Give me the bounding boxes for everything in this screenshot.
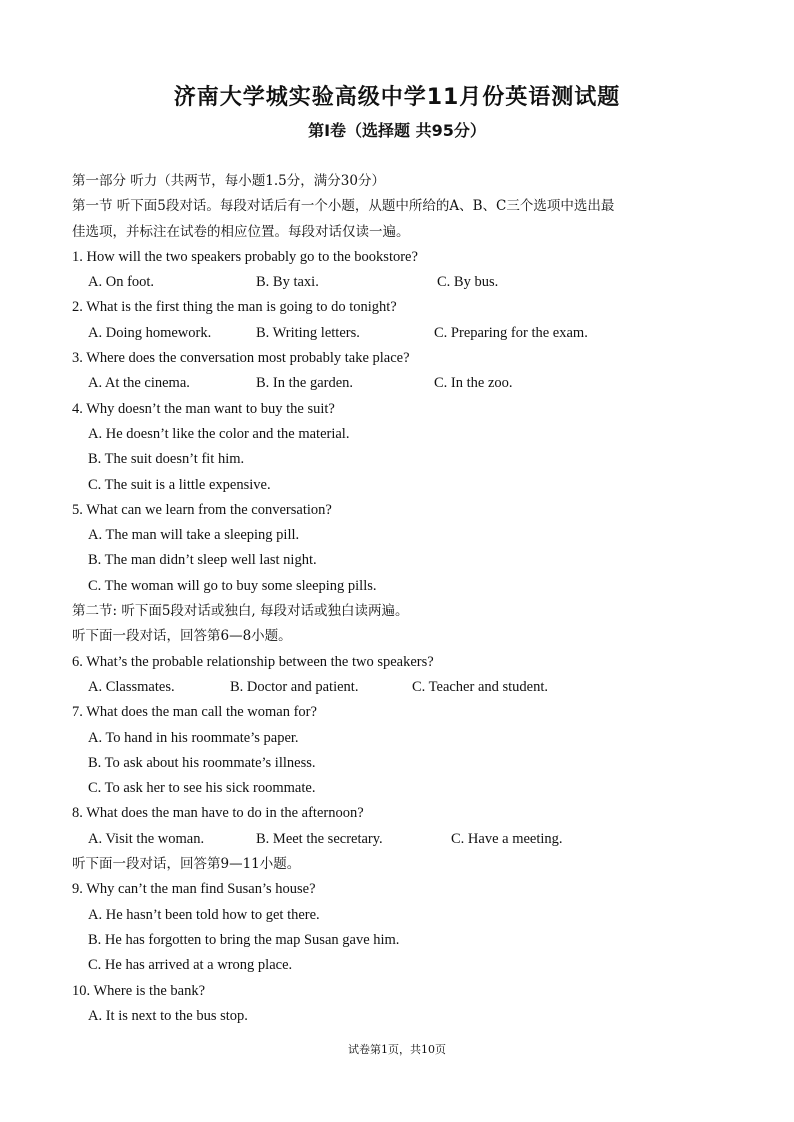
option-b: B. Doctor and patient. xyxy=(230,678,359,695)
option-a: A. It is next to the bus stop. xyxy=(88,1007,248,1024)
option-a: A. Visit the woman. xyxy=(88,830,205,847)
exam-content xyxy=(72,169,732,1029)
question-3-options xyxy=(72,371,732,396)
section1-intro-line2: 佳选项，并标注在试卷的相应位置。每段对话仅读一遍。 xyxy=(72,223,410,240)
option-b: B. Meet the secretary. xyxy=(256,830,383,847)
dialog-instruction-9-11: 听下面一段对话，回答第9—11小题。 xyxy=(72,856,301,873)
option-b: B. In the garden. xyxy=(256,375,354,392)
option-b: B. The suit doesn’t fit him. xyxy=(88,451,245,468)
option-a: A. He hasn’t been told how to get there. xyxy=(88,906,320,923)
section2-heading: 第二节: 听下面5段对话或独白, 每段对话或独白读两遍。 xyxy=(72,603,409,620)
question-6: 6. What’s the probable relationship between the two speakers? xyxy=(72,653,434,670)
question-2-options xyxy=(72,321,732,346)
option-a: A. Classmates. xyxy=(88,678,175,695)
question-5: 5. What can we learn from the conversation? xyxy=(72,501,332,518)
question-4: 4. Why doesn’t the man want to buy the suit? xyxy=(72,400,335,417)
option-c: C. Preparing for the exam. xyxy=(434,324,588,341)
option-c: C. The woman will go to buy some sleeping pills. xyxy=(88,577,377,594)
question-8-options xyxy=(72,827,732,852)
part1-heading: 第一部分 听力（共两节，每小题1.5分，满分30分） xyxy=(72,173,385,189)
option-a: A. At the cinema. xyxy=(88,375,190,392)
section-subtitle: 第Ⅰ卷（选择题 共95分） xyxy=(308,121,486,140)
question-6-options xyxy=(72,675,732,700)
question-1-options xyxy=(72,270,732,295)
option-a: A. On foot. xyxy=(88,274,155,291)
option-c: C. He has arrived at a wrong place. xyxy=(88,957,293,974)
dialog-instruction-6-8: 听下面一段对话，回答第6—8小题。 xyxy=(72,628,292,645)
option-c: C. The suit is a little expensive. xyxy=(88,476,271,493)
option-b: B. The man didn’t sleep well last night. xyxy=(88,552,317,569)
question-1: 1. How will the two speakers probably go to the bookstore? xyxy=(72,248,418,265)
option-a: A. He doesn’t like the color and the material. xyxy=(88,425,350,442)
question-7: 7. What does the man call the woman for? xyxy=(72,704,317,721)
question-9: 9. Why can’t the man find Susan’s house? xyxy=(72,881,316,898)
option-a: A. Doing homework. xyxy=(88,324,212,341)
page-footer: 试卷第1页，共10页 xyxy=(348,1043,446,1056)
option-c: C. By bus. xyxy=(437,274,499,291)
option-a: A. To hand in his roommate’s paper. xyxy=(88,729,299,746)
page-title: 济南大学城实验高级中学11月份英语测试题 xyxy=(173,85,621,110)
option-c: C. Have a meeting. xyxy=(451,830,563,847)
option-b: B. Writing letters. xyxy=(256,324,360,341)
question-3: 3. Where does the conversation most probably take place? xyxy=(72,350,410,367)
section1-intro-line1: 第一节 听下面5段对话。每段对话后有一个小题，从题中所给的A、B、C三个选项中选出最 xyxy=(72,198,615,215)
option-b: B. He has forgotten to bring the map Susan gave him. xyxy=(88,931,400,948)
option-c: C. Teacher and student. xyxy=(412,678,549,695)
question-10: 10. Where is the bank? xyxy=(72,982,206,999)
option-b: B. To ask about his roommate’s illness. xyxy=(88,754,316,771)
option-c: C. In the zoo. xyxy=(434,375,513,392)
option-a: A. The man will take a sleeping pill. xyxy=(88,527,300,544)
question-2: 2. What is the first thing the man is going to do tonight? xyxy=(72,299,397,316)
question-8: 8. What does the man have to do in the afternoon? xyxy=(72,805,364,822)
option-c: C. To ask her to see his sick roommate. xyxy=(88,780,316,797)
option-b: B. By taxi. xyxy=(256,274,319,291)
